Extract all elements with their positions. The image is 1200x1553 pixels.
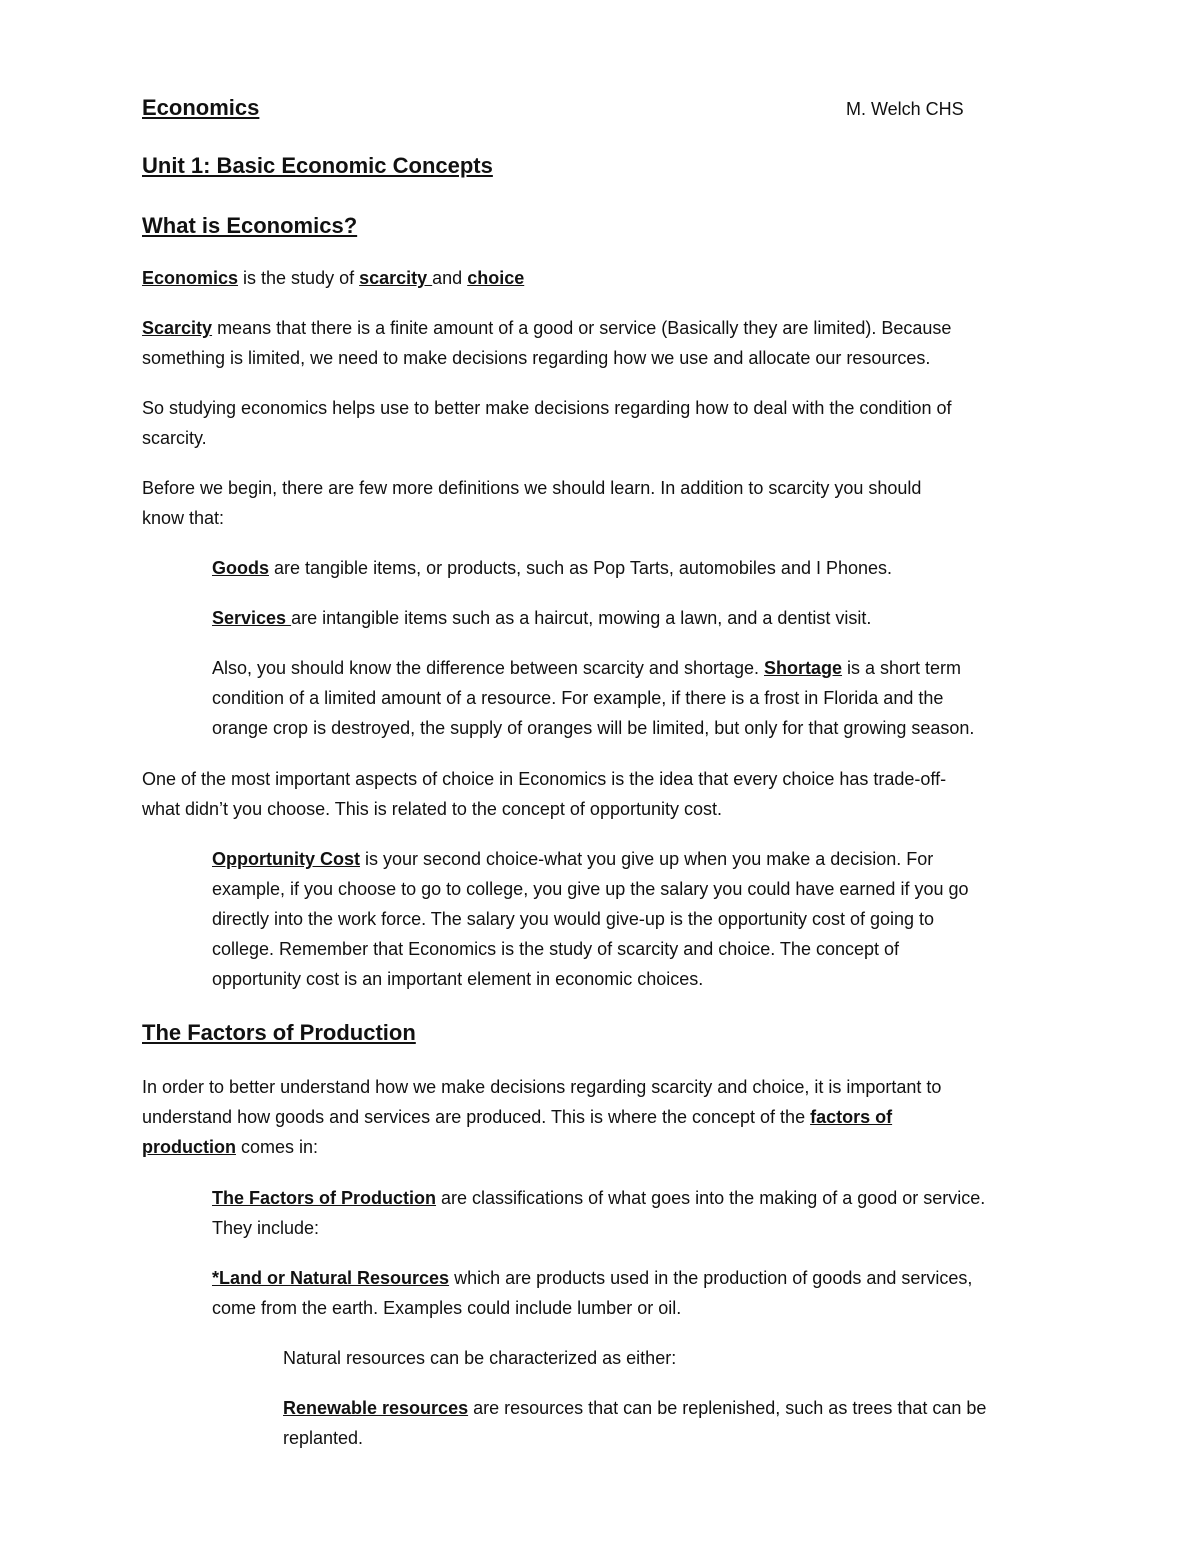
term-factors-of-production: The Factors of Production bbox=[212, 1188, 437, 1208]
scarcity-paragraph-line-1: Scarcity means that there is a finite amount of a good or service (Basically they are limited). Because bbox=[142, 318, 952, 338]
before-paragraph-line-2: know that: bbox=[142, 508, 225, 528]
natural-resources-line: Natural resources can be characterized as either: bbox=[283, 1348, 677, 1368]
studying-paragraph-line-2: scarcity. bbox=[142, 428, 207, 448]
studying-paragraph-line-1: So studying economics helps use to better make decisions regarding how to deal with the condition of bbox=[142, 398, 952, 418]
term-shortage: Shortage bbox=[764, 658, 843, 678]
choice-paragraph-line-2: what didn’t you choose. This is related to the concept of opportunity cost. bbox=[142, 799, 723, 819]
scarcity-paragraph-line-2: something is limited, we need to make decisions regarding how we use and allocate our resources. bbox=[142, 348, 931, 368]
opportunity-cost-line-3: directly into the work force. The salary you would give-up is the opportunity cost of going to bbox=[212, 909, 935, 929]
section-title-what-is-economics: What is Economics? bbox=[142, 213, 358, 238]
shortage-paragraph-line-2: condition of a limited amount of a resource. For example, if there is a frost in Florida and the bbox=[212, 688, 944, 708]
factors-intro-line-3: production comes in: bbox=[142, 1137, 319, 1157]
economics-definition: Economics is the study of scarcity and choice bbox=[142, 268, 525, 288]
factors-definition-line-2: They include: bbox=[212, 1218, 320, 1238]
unit-title: Unit 1: Basic Economic Concepts bbox=[142, 153, 493, 178]
term-scarcity: scarcity bbox=[359, 268, 433, 288]
term-renewable-resources: Renewable resources bbox=[283, 1398, 469, 1418]
opportunity-cost-line-4: college. Remember that Economics is the study of scarcity and choice. The concept of bbox=[212, 939, 900, 959]
term-choice: choice bbox=[467, 268, 525, 288]
goods-definition: Goods are tangible items, or products, such as Pop Tarts, automobiles and I Phones. bbox=[212, 558, 893, 578]
term-services: Services bbox=[212, 608, 292, 628]
factors-intro-line-1: In order to better understand how we make decisions regarding scarcity and choice, it is important to bbox=[142, 1077, 942, 1097]
factors-intro-line-2: understand how goods and services are produced. This is where the concept of the factors of bbox=[142, 1107, 893, 1127]
land-definition-line-2: come from the earth. Examples could include lumber or oil. bbox=[212, 1298, 682, 1318]
shortage-paragraph-line-1: Also, you should know the difference between scarcity and shortage. Shortage is a short term bbox=[212, 658, 962, 678]
land-definition-line-1: *Land or Natural Resources which are products used in the production of goods and services, bbox=[212, 1268, 973, 1288]
before-paragraph-line-1: Before we begin, there are few more definitions we should learn. In addition to scarcity you should bbox=[142, 478, 922, 498]
opportunity-cost-line-2: example, if you choose to go to college, you give up the salary you could have earned if you go bbox=[212, 879, 969, 899]
services-definition: Services are intangible items such as a haircut, mowing a lawn, and a dentist visit. bbox=[212, 608, 872, 628]
shortage-paragraph-line-3: orange crop is destroyed, the supply of oranges will be limited, but only for that growing season. bbox=[212, 718, 975, 738]
document-title: Economics bbox=[142, 95, 260, 120]
opportunity-cost-line-1: Opportunity Cost is your second choice-what you give up when you make a decision. For bbox=[212, 849, 934, 869]
term-factors-of: factors of bbox=[810, 1107, 893, 1127]
renewable-definition-line-1: Renewable resources are resources that can be replenished, such as trees that can be bbox=[283, 1398, 987, 1418]
term-land-natural-resources: *Land or Natural Resources bbox=[212, 1268, 450, 1288]
opportunity-cost-line-5: opportunity cost is an important element in economic choices. bbox=[212, 969, 704, 989]
choice-paragraph-line-1: One of the most important aspects of choice in Economics is the idea that every choice has trade-off- bbox=[142, 769, 947, 789]
renewable-definition-line-2: replanted. bbox=[283, 1428, 364, 1448]
term-scarcity-def: Scarcity bbox=[142, 318, 213, 338]
term-production: production bbox=[142, 1137, 236, 1157]
section-title-factors-of-production: The Factors of Production bbox=[142, 1020, 416, 1045]
term-opportunity-cost: Opportunity Cost bbox=[212, 849, 360, 869]
author-label: M. Welch CHS bbox=[846, 99, 964, 119]
factors-definition-line-1: The Factors of Production are classifications of what goes into the making of a good or service. bbox=[212, 1188, 986, 1208]
term-economics: Economics bbox=[142, 268, 239, 288]
term-goods: Goods bbox=[212, 558, 269, 578]
